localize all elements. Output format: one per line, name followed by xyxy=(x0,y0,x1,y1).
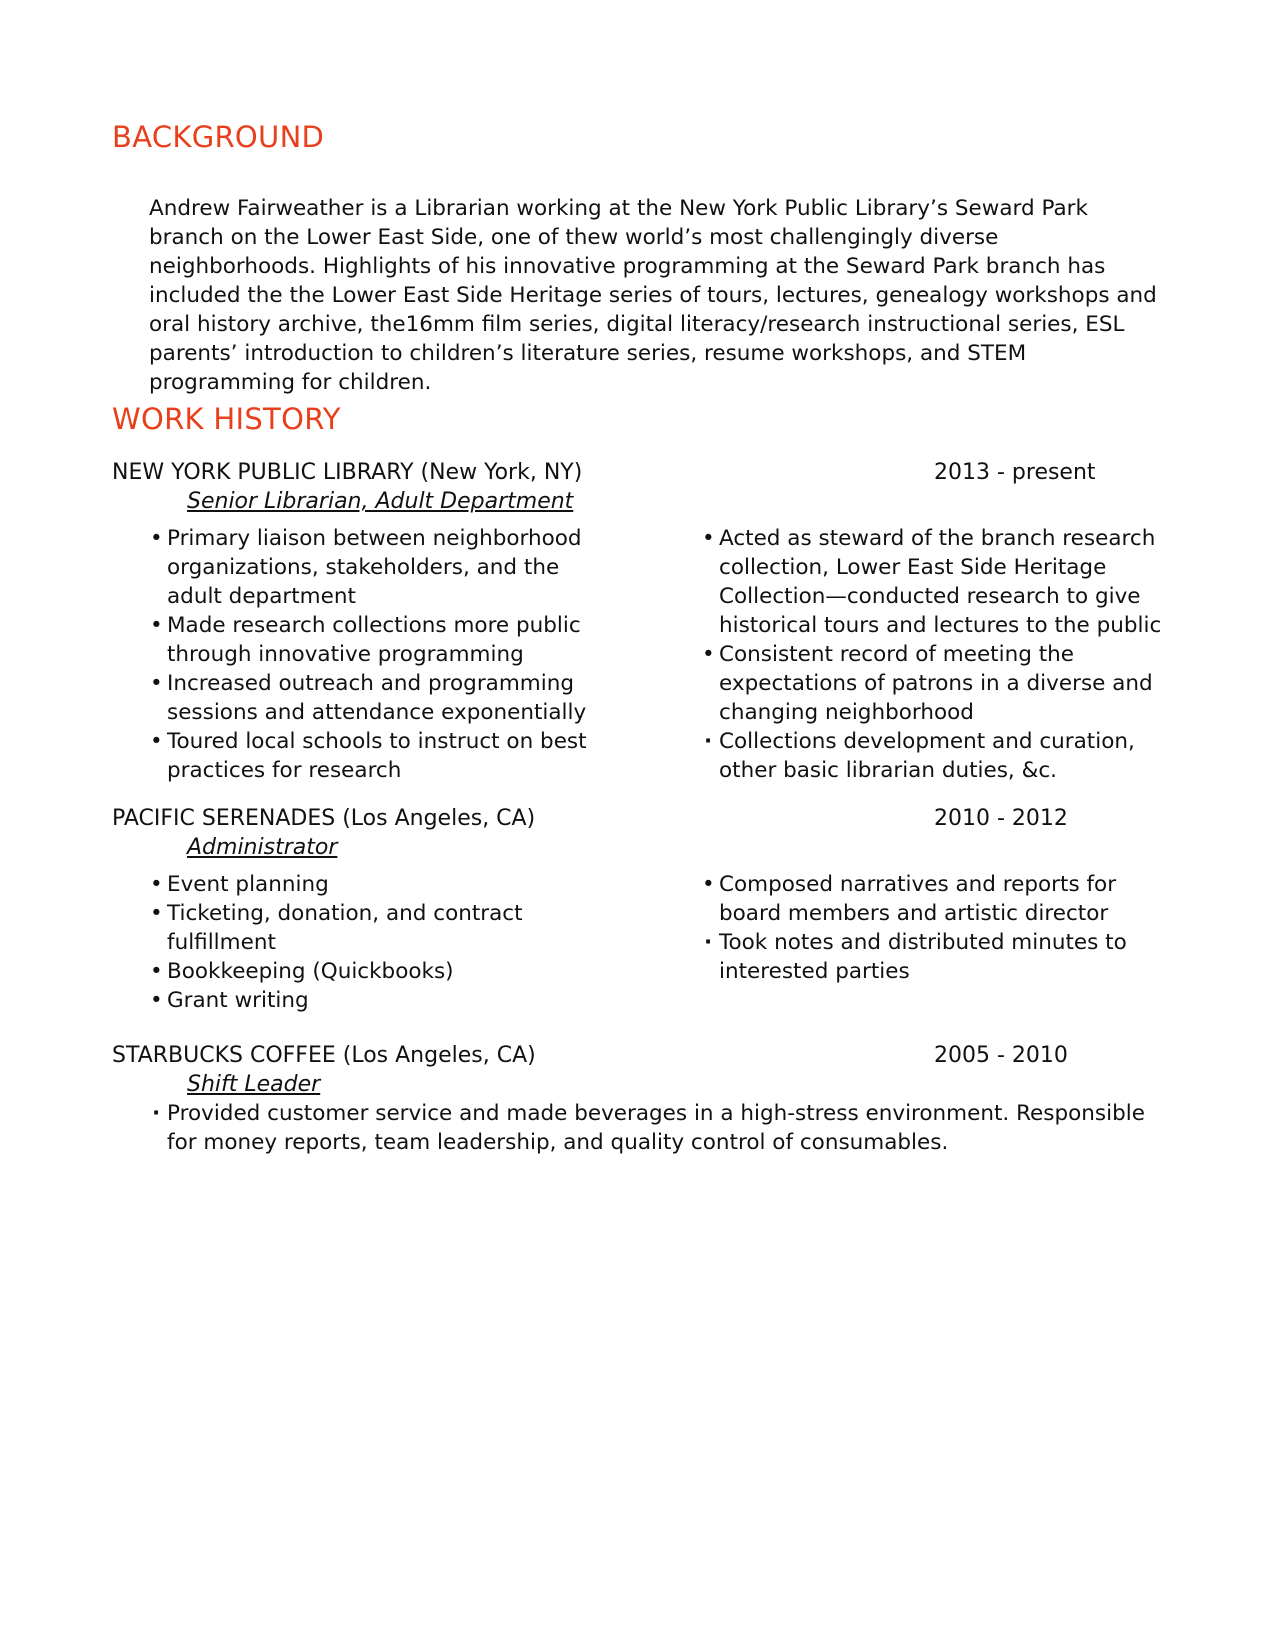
work-history-heading: WORK HISTORY xyxy=(112,402,341,436)
duty-item: • Primary liaison between neighborhood organizations, stakeholders, and the adult department xyxy=(150,524,610,611)
job-starbucks xyxy=(112,1041,1162,1157)
duty-item: • Ticketing, donation, and contract fulfillment xyxy=(150,899,610,957)
job-dates: 2010 - 2012 xyxy=(934,806,1068,831)
job-header xyxy=(112,458,1162,487)
duty-item: · Provided customer service and made beverages in a high-stress environment. Responsible for money reports, team leadership, and quality control of consumables. xyxy=(150,1099,1150,1157)
duties-left-column xyxy=(150,524,610,785)
duty-item: • Composed narratives and reports for board members and artistic director xyxy=(702,870,1172,928)
duty-item: • Made research collections more public through innovative programming xyxy=(150,611,610,669)
job-header xyxy=(112,1041,1162,1070)
duty-item: · Took notes and distributed minutes to interested parties xyxy=(702,928,1172,986)
job-company: STARBUCKS COFFEE (Los Angeles, CA) xyxy=(112,1043,536,1068)
job-pacific-serenades xyxy=(112,804,1162,1013)
duty-item: • Bookkeeping (Quickbooks) xyxy=(150,957,610,986)
job-company: NEW YORK PUBLIC LIBRARY (New York, NY) xyxy=(112,460,583,485)
job-title: Senior Librarian, Adult Department xyxy=(187,489,574,514)
duty-item: · Collections development and curation, other basic librarian duties, &c. xyxy=(702,727,1172,785)
duty-item: • Event planning xyxy=(150,870,610,899)
job-dates: 2005 - 2010 xyxy=(934,1043,1068,1068)
job-nypl xyxy=(112,458,1162,783)
background-heading: BACKGROUND xyxy=(112,120,325,154)
duties-right-column xyxy=(702,524,1172,785)
duty-item: • Consistent record of meeting the expectations of patrons in a diverse and changing neighborhood xyxy=(702,640,1172,727)
job-title: Shift Leader xyxy=(187,1072,321,1097)
job-title: Administrator xyxy=(187,835,338,860)
job-company: PACIFIC SERENADES (Los Angeles, CA) xyxy=(112,806,536,831)
duty-item: • Acted as steward of the branch research collection, Lower East Side Heritage Collection—conducted research to give historical tours and lectures to the public xyxy=(702,524,1172,640)
duties-right-column xyxy=(702,870,1172,986)
job-header xyxy=(112,804,1162,833)
duties-left-column xyxy=(150,870,610,1015)
duty-item: • Toured local schools to instruct on best practices for research xyxy=(150,727,610,785)
duty-item: • Grant writing xyxy=(150,986,610,1015)
background-paragraph: Andrew Fairweather is a Librarian working at the New York Public Library’s Seward Park branch on the Lower East Side, one of thew world’s most challengingly diverse neighborhoods. Highlights of his innovative programming at the Seward Park branch has included the the Lower East Side Heritage series of tours, lectures, genealogy workshops and oral history archive, the16mm film series, digital literacy/research instructional series, ESL parents’ introduction to children’s literature series, resume workshops, and STEM programming for children. xyxy=(149,196,1157,395)
job-dates: 2013 - present xyxy=(934,460,1096,485)
duties-list xyxy=(150,1099,1150,1157)
duty-item: • Increased outreach and programming sessions and attendance exponentially xyxy=(150,669,610,727)
